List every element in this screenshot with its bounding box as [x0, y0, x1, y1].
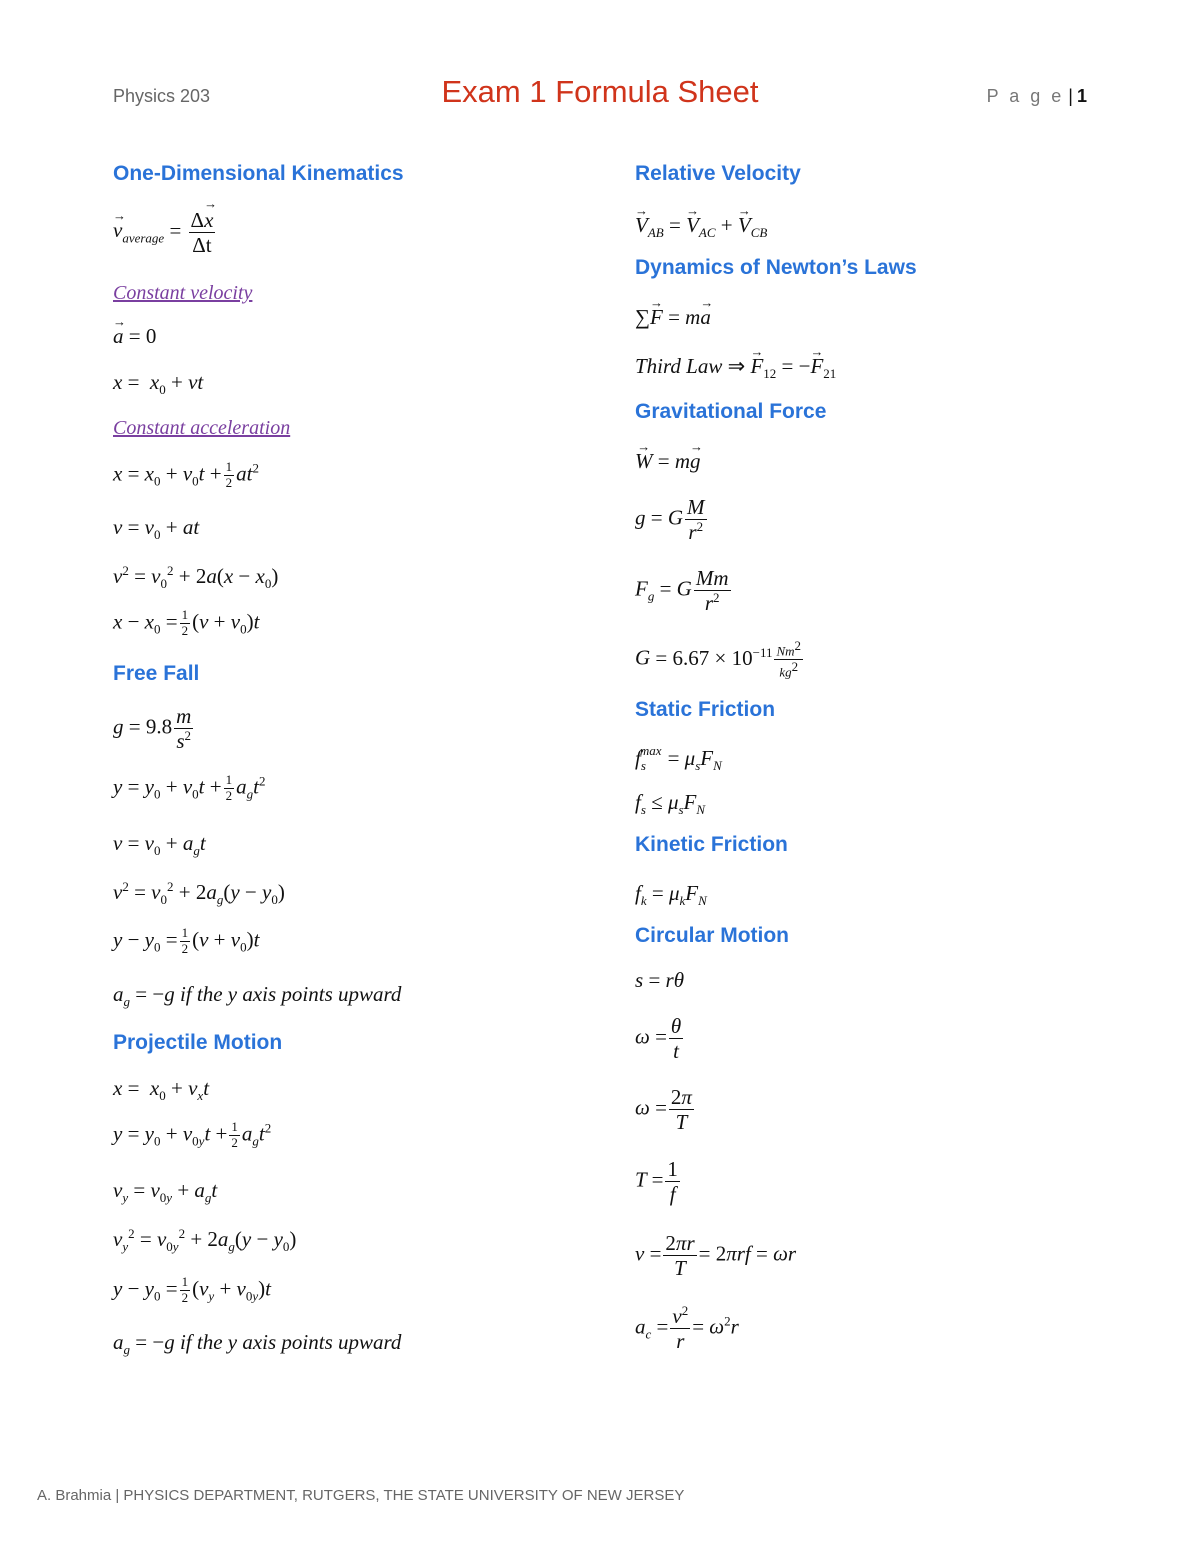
- formula-free-fall-ag-note: $a_g = -g$ if the y axis points upward: [113, 982, 402, 1010]
- page-indicator: [987, 86, 1087, 107]
- page-word: P a g e: [986, 86, 1065, 106]
- heading-circular-motion: Circular Motion: [635, 924, 790, 947]
- formula-average-displacement: $x - x_0$ = $\frac{1}{2}$ $(v + v_0)t$: [113, 607, 260, 638]
- formula-free-fall-position: $y = y_0 + v_0t$ + $\frac{1}{2}$ $a_gt^2$: [113, 772, 266, 803]
- page-number: 1: [1076, 86, 1087, 106]
- ag-note-text-2: if the y axis points upward: [179, 1330, 402, 1354]
- footer-credit: A. Brahmia | PHYSICS DEPARTMENT, RUTGERS, THE STATE UNIVERSITY OF NEW JERSEY: [37, 1487, 685, 1504]
- formula-angular-velocity: ω = $\frac{\theta}{t}$: [635, 1014, 682, 1064]
- formula-position-constant-acceleration: $x = x_0 + v_0t$ + $\frac{1}{2}$ $at^2$: [113, 459, 259, 490]
- ag-note-text: if the y axis points upward: [179, 982, 402, 1006]
- formula-projectile-vy: $v_y = v_{0y} + a_gt$: [113, 1178, 218, 1206]
- formula-kinetic-friction: $f_k = \mu_kF_N$: [635, 881, 707, 909]
- formula-projectile-displacement: $y - y_0$ = $\frac{1}{2}$ $(v_y + v_{0y})t$: [113, 1274, 271, 1305]
- subheading-constant-velocity: Constant velocity: [113, 282, 253, 304]
- formula-angular-velocity-period: ω = $\frac{2\pi}{T}$: [635, 1085, 692, 1135]
- formula-projectile-y: $y = y_0 + v_{0y}t$ + $\frac{1}{2}$ $a_gt^2$: [113, 1119, 272, 1150]
- formula-average-velocity: → $v_{average}$ = $\frac{\Delta\to x}{\Delta t}$: [113, 208, 217, 257]
- heading-kinetic-friction: Kinetic Friction: [635, 833, 788, 856]
- heading-projectile-motion: Projectile Motion: [113, 1031, 283, 1054]
- formula-period: T = $\frac{1}{f}$: [635, 1157, 678, 1207]
- subheading-constant-acceleration: Constant acceleration: [113, 417, 291, 439]
- page-separator: |: [1068, 86, 1073, 106]
- formula-newton-third-law: Third Law ⇒ → $F_{12}$ = −→ $F_{21}$: [635, 356, 836, 380]
- heading-static-friction: Static Friction: [635, 698, 776, 721]
- formula-gravitational-constant: $G = 6.67 \times 10^{-11}$ $\frac{Nm^2}{kg^2}$: [635, 638, 802, 680]
- formula-arc-length: s = rθ: [635, 968, 685, 992]
- formula-tangential-velocity: v = $\frac{2\pi r}{T}$ = 2πrf = ωr: [635, 1231, 797, 1281]
- formula-projectile-vy-squared: $v_y^2 = v_{0y}^2 + 2a_g(y - y_0)$: [113, 1226, 297, 1255]
- formula-free-fall-velocity-squared: $v^2 = v_0^2 + 2a_g(y - y_0)$: [113, 879, 285, 908]
- formula-static-friction: $f_s \le \mu_sF_N$: [635, 790, 706, 818]
- heading-relative-velocity: Relative Velocity: [635, 162, 801, 185]
- formula-projectile-x: $x = x_0 + v_xt$: [113, 1076, 210, 1104]
- formula-weight: → W = m→ g: [635, 451, 701, 472]
- course-label: Physics 203: [113, 86, 211, 106]
- third-law-label: Third Law: [635, 354, 723, 378]
- formula-relative-velocity: → $V_{AB}$ = → $V_{AC}$ + → $V_{CB}$: [635, 215, 767, 239]
- formula-projectile-ag-note: $a_g = -g$ if the y axis points upward: [113, 1330, 402, 1358]
- heading-free-fall: Free Fall: [113, 662, 200, 685]
- heading-gravitational-force: Gravitational Force: [635, 400, 827, 423]
- formula-gravity-acceleration: g = G $\frac{M}{r^2}$: [635, 495, 705, 545]
- formula-static-friction-max: $f_s^{max} = \mu_sF_N$: [635, 743, 722, 774]
- page-title: Exam 1 Formula Sheet: [441, 74, 759, 109]
- formula-centripetal-acceleration: $a_c$ = $\frac{v^2}{r}$ = $\omega^2r$: [635, 1303, 739, 1354]
- formula-newton-second-law: ∑→ F = m→ a: [635, 307, 711, 328]
- formula-velocity-time: $v = v_0$ + at: [113, 515, 200, 543]
- heading-kinematics: One-Dimensional Kinematics: [113, 162, 404, 185]
- formula-position-constant-velocity: $x = x_0$ + vt: [113, 370, 204, 398]
- formula-gravitational-force: $F_g = G$ $\frac{Mm}{r^2}$: [635, 566, 729, 616]
- formula-free-fall-displacement: $y - y_0$ = $\frac{1}{2}$ $(v + v_0)t$: [113, 925, 260, 956]
- formula-free-fall-velocity: $v = v_0 + a_gt$: [113, 831, 206, 859]
- formula-zero-acceleration: → a = 0: [113, 326, 156, 347]
- formula-velocity-squared: $v^2 = v_0^2 + 2a(x - x_0)$: [113, 563, 279, 592]
- heading-newton-laws: Dynamics of Newton’s Laws: [635, 256, 917, 279]
- formula-gravity-constant: g = 9.8 $\frac{m}{s^2}$: [113, 704, 192, 754]
